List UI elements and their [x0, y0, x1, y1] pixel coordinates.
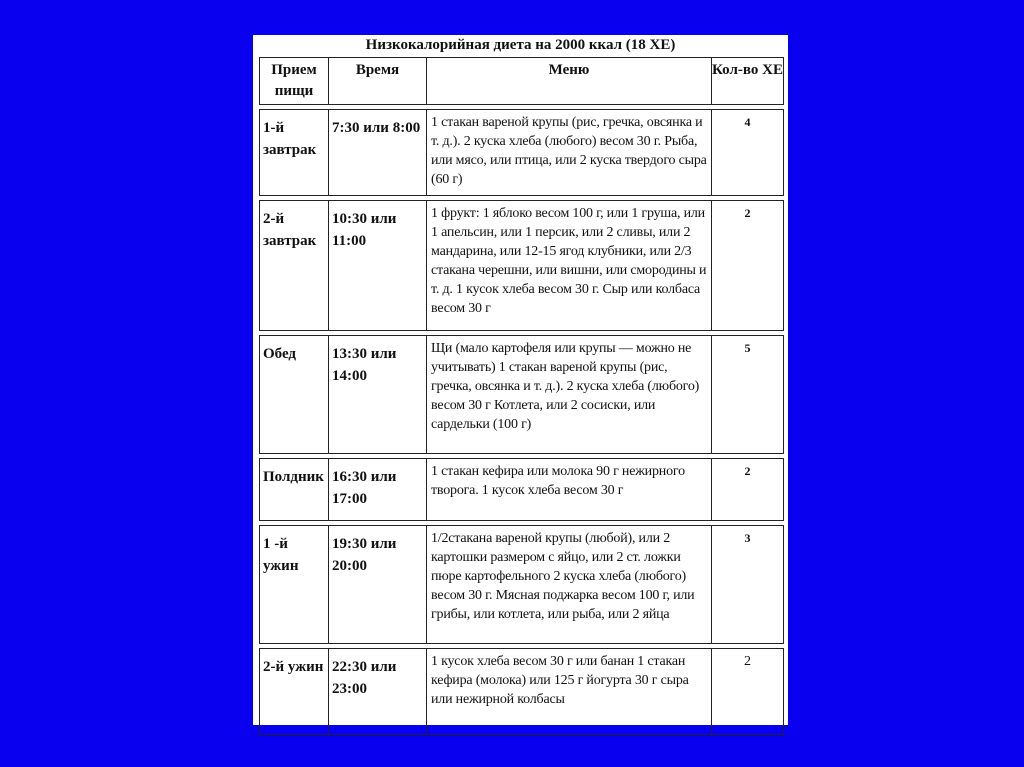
menu-cell: 1/2стакана вареной крупы (любой), или 2 картошки размером с яйцо, или 2 ст. ложки пюре картофельного 2 куска хлеба (любого) весом 30 г. Мясная поджарка весом 100 г, или грибы, или котлета, или рыба, или 2 яйца [427, 526, 712, 644]
table-row [260, 526, 784, 644]
diet-table [259, 57, 784, 735]
menu-cell: 1 кусок хлеба весом 30 г или банан 1 стакан кефира (молока) или 125 г йогурта 30 г сыра или нежирной колбасы [427, 649, 712, 735]
table-row [260, 201, 784, 331]
meal-cell: 1 -й ужин [260, 526, 329, 644]
xe-cell: 2 [712, 649, 784, 735]
time-cell: 19:30 или 20:00 [329, 526, 427, 644]
menu-cell: Щи (мало картофеля или крупы — можно не учитывать) 1 стакан вареной крупы (рис, гречка, овсянка и т. д.). 2 куска хлеба (любого) весом 30 г Котлета, или 2 сосиски, или сардельки (100 г) [427, 336, 712, 454]
xe-cell: 2 [712, 201, 784, 331]
xe-cell: 2 [712, 459, 784, 521]
meal-cell: 2-й ужин [260, 649, 329, 735]
table-row [260, 336, 784, 454]
menu-cell: 1 стакан кефира или молока 90 г нежирного творога. 1 кусок хлеба весом 30 г [427, 459, 712, 521]
meal-cell: 1-й завтрак [260, 110, 329, 196]
table-header-row [260, 58, 784, 105]
xe-cell: 5 [712, 336, 784, 454]
table-row [260, 649, 784, 735]
time-cell: 13:30 или 14:00 [329, 336, 427, 454]
time-cell: 16:30 или 17:00 [329, 459, 427, 521]
xe-cell: 4 [712, 110, 784, 196]
time-cell: 7:30 или 8:00 [329, 110, 427, 196]
time-cell: 22:30 или 23:00 [329, 649, 427, 735]
header-meal: Прием пищи [260, 58, 329, 105]
menu-cell: 1 стакан вареной крупы (рис, гречка, овсянка и т. д.). 2 куска хлеба (любого) весом 30 г. Рыба, или мясо, или птица, или 2 куска твердого сыра (60 г) [427, 110, 712, 196]
document-title: Низкокалорийная диета на 2000 ккал (18 ХЕ) [365, 37, 676, 53]
time-cell: 10:30 или 11:00 [329, 201, 427, 331]
menu-cell: 1 фрукт: 1 яблоко весом 100 г, или 1 груша, или 1 апельсин, или 1 персик, или 2 сливы, или 2 мандарина, или 12-15 ягод клубники, или 2/3 стакана черешни, или вишни, или смородины и т. д. 1 кусок хлеба весом 30 г. Сыр или колбаса весом 30 г [427, 201, 712, 331]
document-sheet [253, 35, 788, 725]
header-time: Время [329, 58, 427, 105]
meal-cell: Обед [260, 336, 329, 454]
xe-cell: 3 [712, 526, 784, 644]
meal-cell: 2-й завтрак [260, 201, 329, 331]
table-row [260, 110, 784, 196]
header-xe: Кол-во ХЕ [712, 58, 784, 105]
meal-cell: Полдник [260, 459, 329, 521]
header-menu: Меню [427, 58, 712, 105]
table-row [260, 459, 784, 521]
